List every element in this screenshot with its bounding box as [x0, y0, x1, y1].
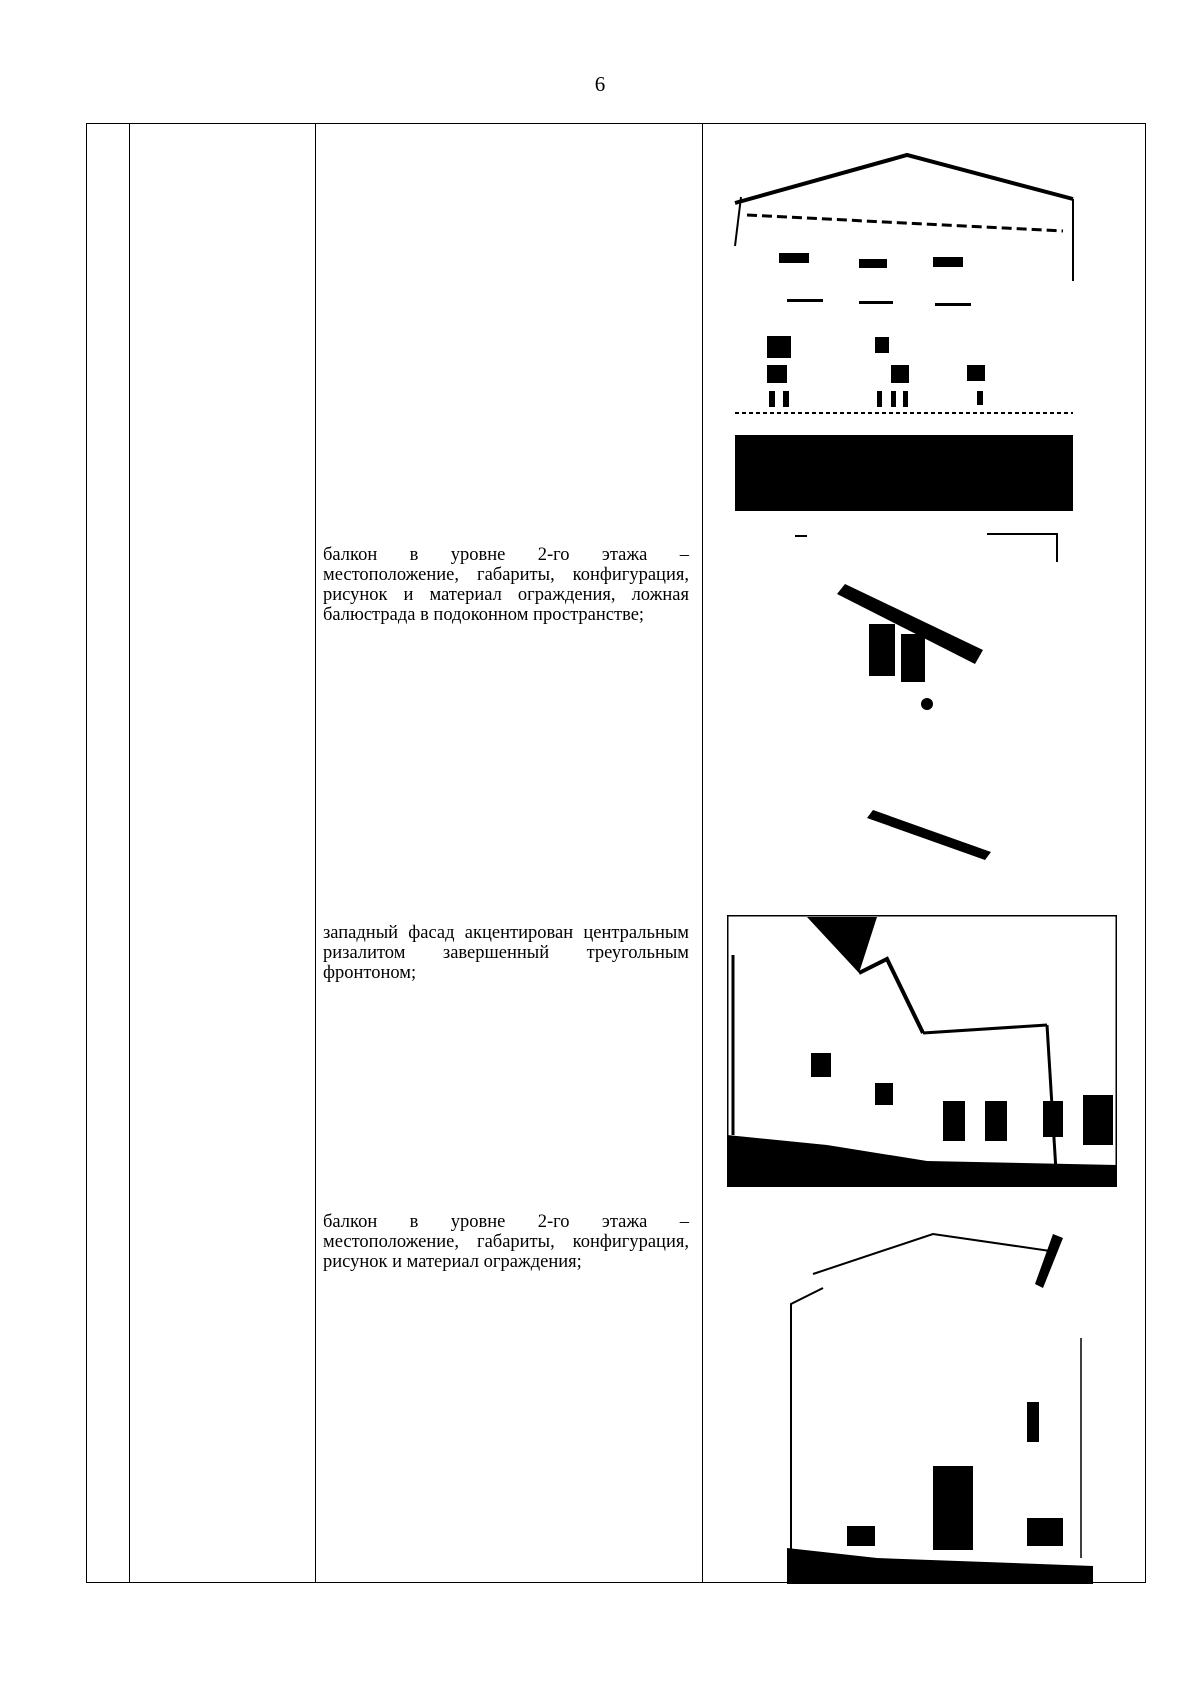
- facade-balcony-photo: [727, 151, 1089, 511]
- column-divider: [702, 124, 703, 1582]
- row-description-balcony-west: балкон в уровне 2-го этажа – местоположение, габариты, конфигурация, рисунок и материал ограждения, ложная балюстрада в подоконном пространстве;: [323, 545, 689, 625]
- column-divider: [315, 124, 316, 1582]
- balcony-closeup-photo: [795, 532, 1085, 860]
- column-divider: [129, 124, 130, 1582]
- west-facade-photo: [727, 915, 1117, 1187]
- document-table: [86, 123, 1146, 1583]
- row-description-balcony: балкон в уровне 2-го этажа – местоположение, габариты, конфигурация, рисунок и материал ограждения;: [323, 1212, 689, 1272]
- row-description-west-facade: западный фасад акцентирован центральным ризалитом завершенный треугольным фронтоном;: [323, 923, 689, 983]
- balcony-facade-photo: [757, 1218, 1093, 1584]
- page-number: 6: [594, 72, 606, 96]
